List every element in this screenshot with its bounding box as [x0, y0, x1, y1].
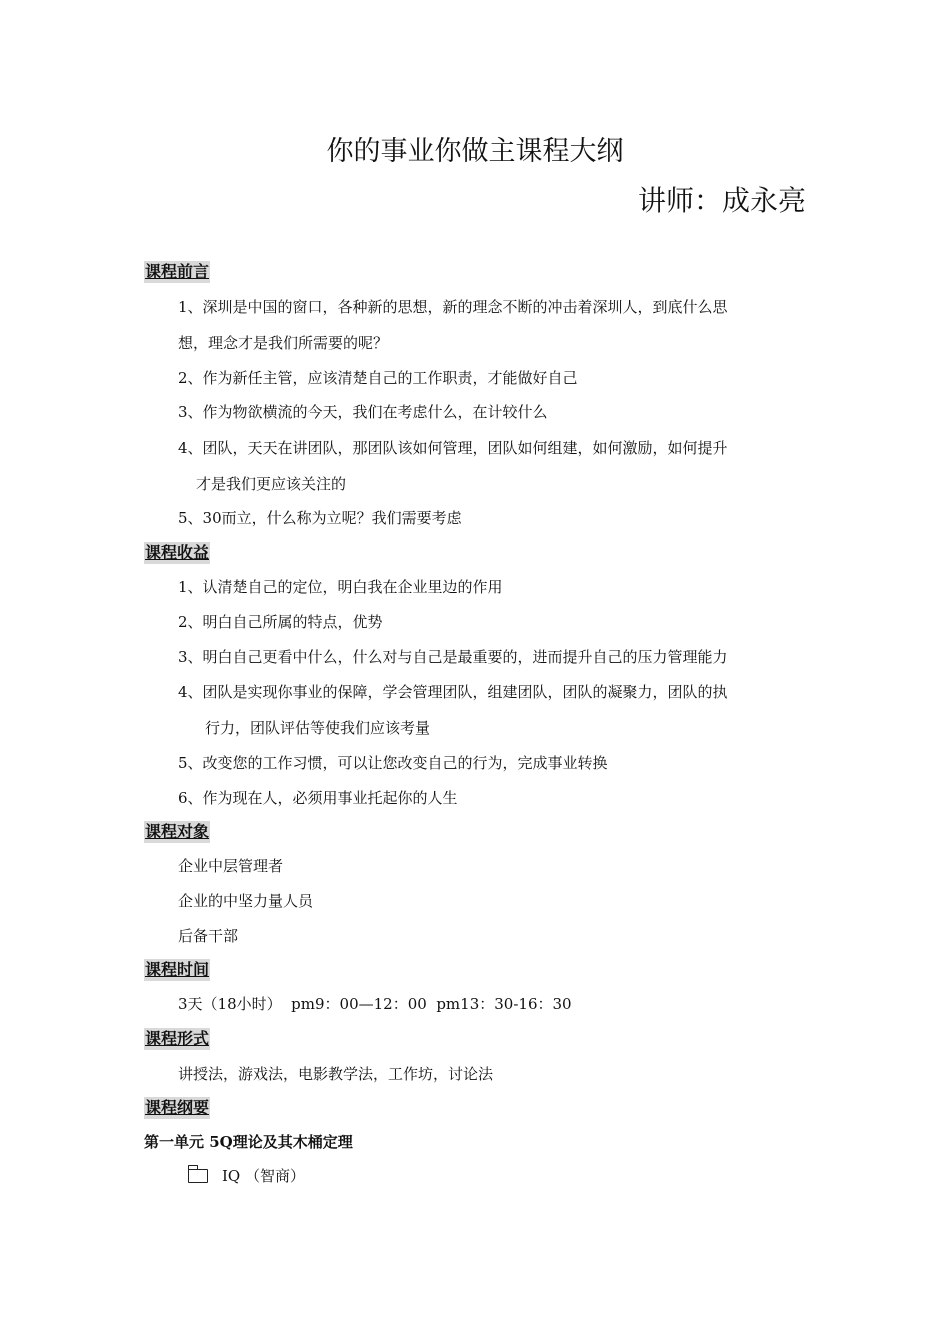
time-line: 3天（18小时） pm9：00—12：00 pm13：30-16：30 — [178, 995, 572, 1013]
preface-line: 2、作为新任主管，应该清楚自己的工作职责，才能做好自己 — [178, 369, 578, 387]
benefit-line: 6、作为现在人，必须用事业托起你的人生 — [178, 789, 458, 807]
unit-title: 第一单元 5Q理论及其木桶定理 — [144, 1133, 353, 1151]
benefit-line: 2、明白自己所属的特点，优势 — [178, 613, 383, 631]
format-line: 讲授法，游戏法，电影教学法，工作坊，讨论法 — [178, 1065, 494, 1083]
section-heading-benefits: 课程收益 — [145, 543, 210, 562]
preface-line: 想，理念才是我们所需要的呢？ — [178, 334, 389, 352]
preface-line: 4、团队，天天在讲团队，那团队该如何管理，团队如何组建，如何激励，如何提升 — [178, 439, 728, 457]
audience-line: 企业中层管理者 — [178, 857, 284, 875]
preface-line: 3、作为物欲横流的今天，我们在考虑什么，在计较什么 — [178, 403, 548, 421]
section-heading-preface: 课程前言 — [145, 262, 210, 281]
audience-line: 企业的中坚力量人员 — [178, 892, 314, 910]
audience-line: 后备干部 — [178, 927, 239, 945]
section-heading-outline: 课程纲要 — [145, 1098, 210, 1117]
section-heading-audience: 课程对象 — [145, 822, 210, 841]
folder-icon — [188, 1169, 208, 1183]
preface-line: 1、深圳是中国的窗口，各种新的思想，新的理念不断的冲击着深圳人，到底什么思 — [178, 298, 728, 316]
benefit-line: 3、明白自己更看中什么，什么对与自己是最重要的，进而提升自己的压力管理能力 — [178, 648, 728, 666]
preface-line: 才是我们更应该关注的 — [196, 475, 347, 493]
benefit-line: 行力，团队评估等使我们应该考量 — [205, 719, 431, 737]
section-heading-format: 课程形式 — [145, 1029, 210, 1048]
section-heading-time: 课程时间 — [145, 960, 210, 979]
benefit-line: 1、认清楚自己的定位，明白我在企业里边的作用 — [178, 578, 503, 596]
document-title: 你的事业你做主课程大纲 — [326, 136, 624, 167]
outline-item — [188, 1165, 305, 1187]
preface-line: 5、30而立，什么称为立呢？我们需要考虑 — [178, 509, 462, 527]
benefit-line: 4、团队是实现你事业的保障，学会管理团队，组建团队，团队的凝聚力，团队的执 — [178, 683, 728, 701]
benefit-line: 5、改变您的工作习惯，可以让您改变自己的行为，完成事业转换 — [178, 754, 608, 772]
lecturer-name: 讲师：成永亮 — [637, 184, 806, 217]
outline-item-label: IQ （智商） — [222, 1167, 305, 1185]
